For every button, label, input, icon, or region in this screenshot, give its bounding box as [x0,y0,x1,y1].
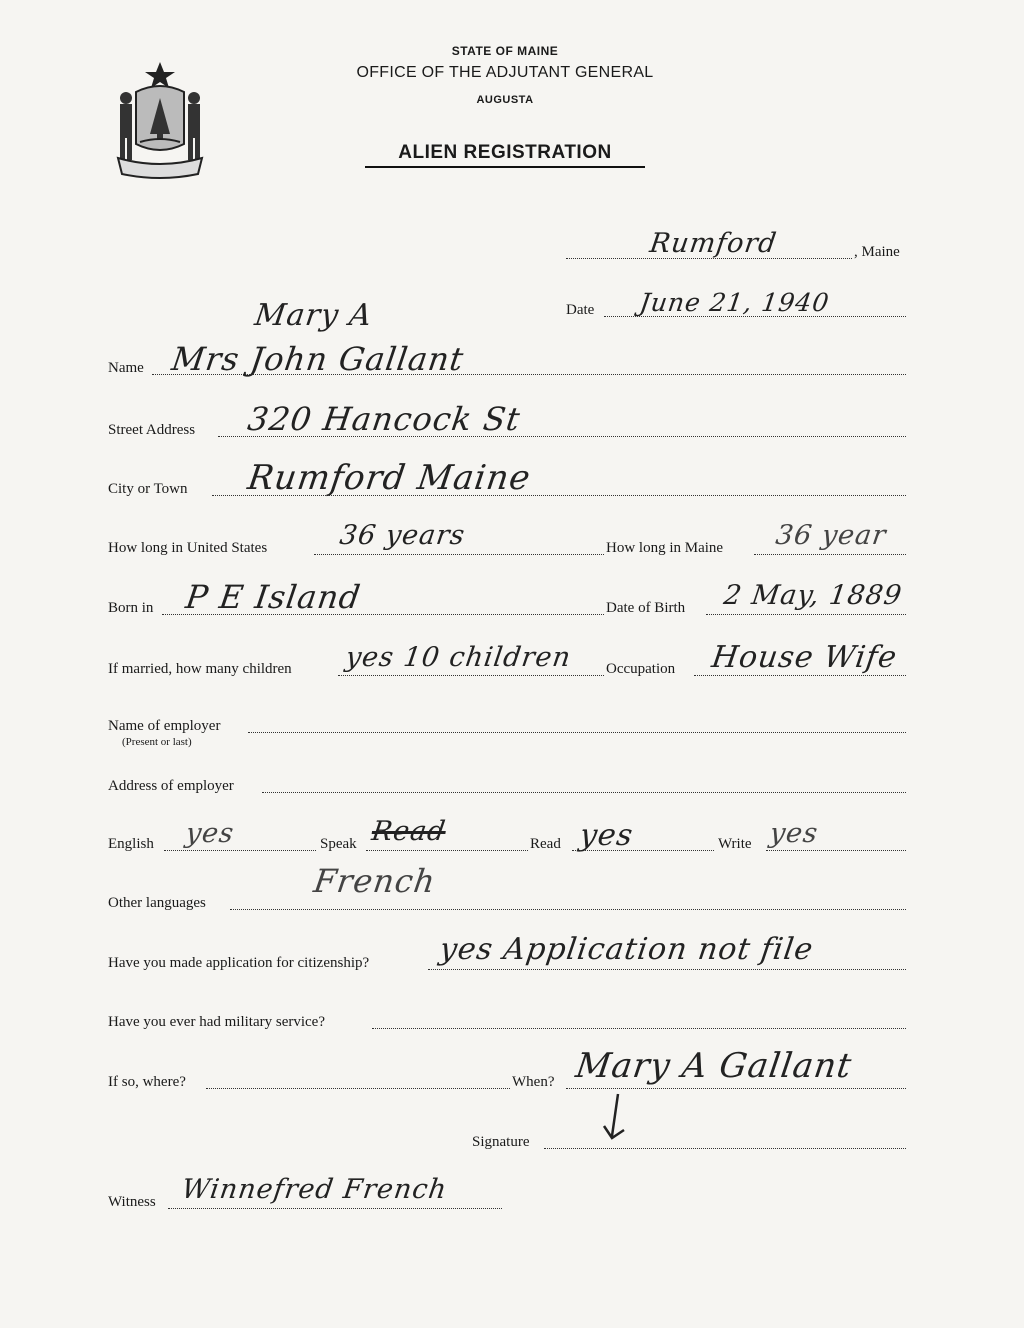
dob-label: Date of Birth [606,600,686,616]
street-label: Street Address [108,422,196,438]
speak-label: Speak [320,836,357,852]
name-value: Mrs John Gallant [169,340,467,378]
street-value: 320 Hancock St [245,400,523,438]
date-label: Date [566,302,595,318]
location-suffix: , Maine [854,244,900,260]
speak-value: Read [369,816,448,847]
dob-line [706,614,906,615]
other-languages-line [230,909,906,910]
read-label: Read [530,836,561,852]
dob-value: 2 May, 1889 [721,580,905,611]
signature-value: Mary A Gallant [573,1046,855,1086]
date-value: June 21, 1940 [637,288,832,317]
witness-label: Witness [108,1194,156,1210]
years-maine-value: 36 year [773,520,889,551]
when-line [566,1088,906,1089]
children-value: yes 10 children [343,642,574,673]
occupation-line [694,675,906,676]
english-line [164,850,316,851]
signature-line [544,1148,906,1149]
write-label: Write [718,836,752,852]
location-value: Rumford [647,228,779,259]
other-languages-value: French [311,862,439,900]
years-us-label: How long in United States [108,540,268,556]
occupation-value: House Wife [709,640,900,675]
military-line [372,1028,906,1029]
when-label: When? [512,1074,555,1090]
city-label: City or Town [108,481,188,497]
english-value: yes [183,818,237,849]
citizenship-label: Have you made application for citizenship? [108,955,370,971]
military-label: Have you ever had military service? [108,1014,325,1030]
english-label: English [108,836,154,852]
speak-line [366,850,528,851]
other-languages-label: Other languages [108,895,206,911]
arrow-down-icon [600,1092,630,1142]
born-in-value: P E Island [183,578,364,616]
years-maine-line [754,554,906,555]
years-us-line [314,554,604,555]
city-value: Rumford Maine [245,458,534,498]
born-in-label: Born in [108,600,154,616]
write-value: yes [767,818,821,849]
header-city: AUGUSTA [476,94,534,106]
employer-label: Name of employer [108,718,221,734]
citizenship-value: yes Application not file [437,932,816,967]
read-value: yes [577,818,636,853]
name-annotation: Mary A [252,298,375,333]
children-label: If married, how many children [108,661,292,677]
where-label: If so, where? [108,1074,186,1090]
where-line [206,1088,510,1089]
header-state: STATE OF MAINE [451,44,559,58]
witness-line [168,1208,502,1209]
occupation-label: Occupation [606,661,676,677]
name-label: Name [108,360,144,376]
citizenship-line [428,969,906,970]
employer-address-line [262,792,906,793]
witness-value: Winnefred French [179,1174,450,1205]
employer-address-label: Address of employer [108,778,234,794]
write-line [766,850,906,851]
form-title: ALIEN REGISTRATION [398,142,612,163]
title-underline [365,166,645,168]
header-office: OFFICE OF THE ADJUTANT GENERAL [356,64,654,81]
employer-line [248,732,906,733]
years-us-value: 36 years [337,520,468,551]
employer-sublabel: (Present or last) [122,736,192,748]
years-maine-label: How long in Maine [606,540,724,556]
signature-label: Signature [472,1134,530,1150]
children-line [338,675,604,676]
